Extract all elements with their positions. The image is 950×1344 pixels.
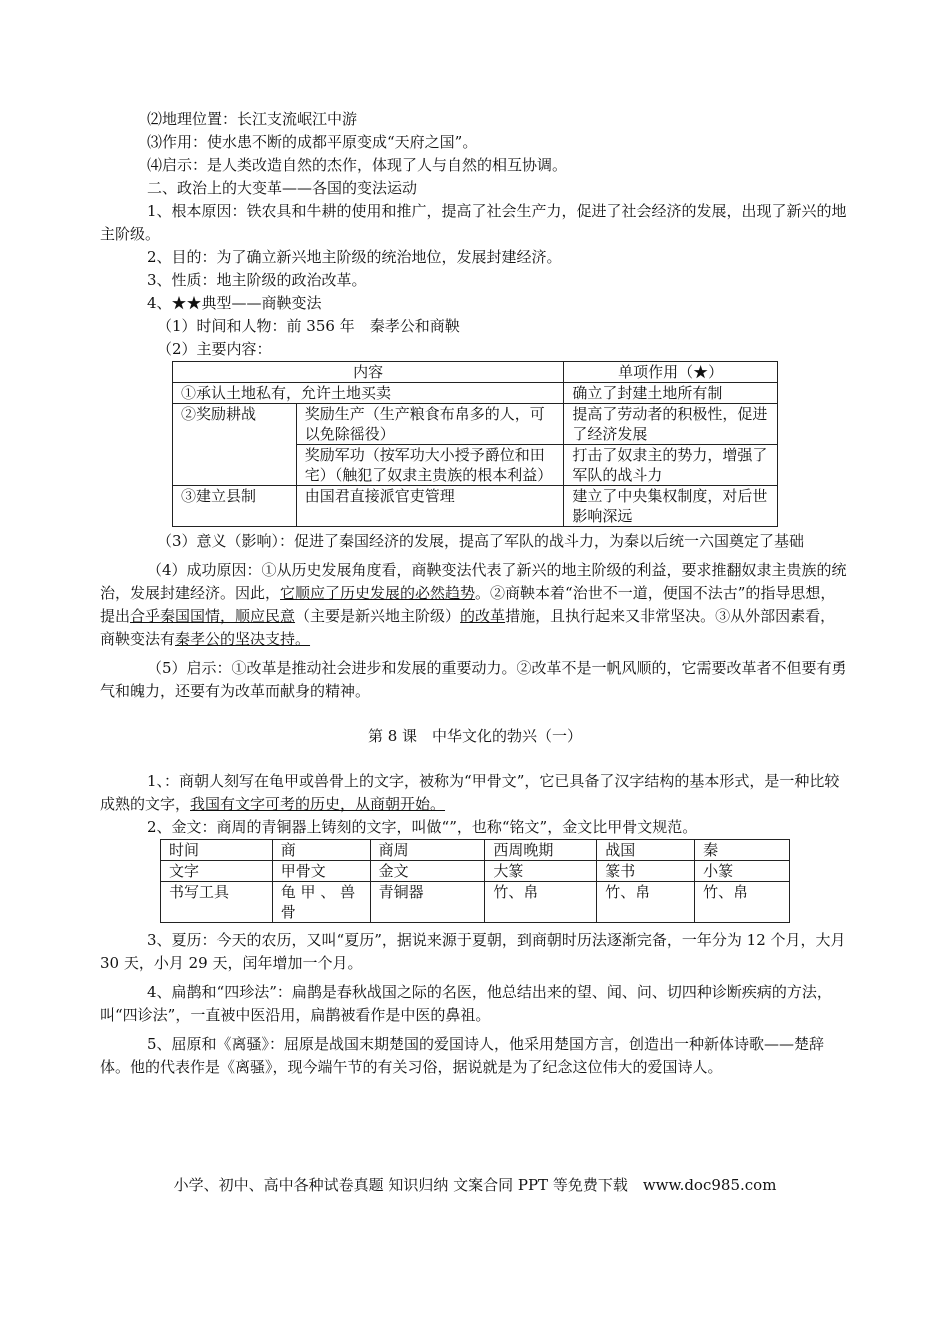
enlightenment-line: ⑷启示：是人类改造自然的杰作，体现了人与自然的相互协调。 — [147, 156, 568, 174]
enlightenment-paragraph: （5）启示：①改革是推动社会进步和发展的重要动力。②改革不是一帆风顺的，它需要改革者不但要有勇气和魄力，还要有为改革而献身的精神。 — [100, 659, 847, 700]
bronze-script-line: 2、金文：商周的青铜器上铸刻的文字，叫做“”，也称“铭文”，金文比甲骨文规范。 — [147, 818, 698, 836]
table-cell: 金文 — [370, 861, 485, 882]
shang-yang-reform-table — [172, 361, 778, 527]
table-cell: 确立了封建土地所有制 — [564, 383, 778, 404]
table-cell: ①承认土地私有，允许土地买卖 — [173, 383, 564, 404]
table-cell: 竹、帛 — [597, 882, 695, 923]
table-cell: 时间 — [161, 840, 273, 861]
bianque-paragraph: 4、扁鹊和“四珍法”：扁鹊是春秋战国之际的名医，他总结出来的望、闻、问、切四种诊断疾病的方法，叫“四诊法”，一直被中医沿用，扁鹊被看作是中医的鼻祖。 — [100, 983, 832, 1024]
table-cell: 战国 — [597, 840, 695, 861]
underline-text: 秦孝公的坚决支持。 — [175, 630, 311, 648]
table-row — [161, 861, 790, 882]
table-header-effect: 单项作用（★） — [564, 362, 778, 383]
table-cell: 由国君直接派官吏管理 — [296, 486, 564, 527]
xia-calendar-paragraph: 3、夏历：今天的农历，又叫“夏历”，据说来源于夏朝，到商朝时历法逐渐完备，一年分为 12 个月，大月 30 天，小月 29 天，闰年增加一个月。 — [100, 931, 846, 972]
table-row — [161, 840, 790, 861]
table-cell: 西周晚期 — [485, 840, 597, 861]
table-cell: 书写工具 — [161, 882, 273, 923]
table-row — [173, 404, 778, 445]
table-cell: 竹、帛 — [695, 882, 790, 923]
quyuan-paragraph: 5、屈原和《离骚》：屈原是战国末期楚国的爱国诗人，他采用楚国方言，创造出一种新体诗歌——楚辞体。他的代表作是《离骚》，现今端午节的有关习俗，据说就是为了纪念这位伟大的爱国诗人。 — [100, 1035, 825, 1076]
document-page — [100, 108, 850, 1079]
table-cell: ③建立县制 — [173, 486, 297, 527]
underline-text: 的改革 — [460, 607, 506, 625]
significance-paragraph: （3）意义（影响）：促进了秦国经济的发展，提高了军队的战斗力，为秦以后统一六国奠定了基础 — [157, 532, 805, 550]
underline-text: 合乎秦国国情，顺应民意 — [130, 607, 296, 625]
table-cell: 奖励军功（按军功大小授予爵位和田宅）（触犯了奴隶主贵族的根本利益） — [296, 445, 564, 486]
lesson-title: 第 8 课 中华文化的勃兴（一） — [367, 727, 583, 745]
table-cell: 龟 甲 、 兽 骨 — [272, 882, 370, 923]
table-cell: 商 — [272, 840, 370, 861]
table-cell: 商周 — [370, 840, 485, 861]
table-cell: 大篆 — [485, 861, 597, 882]
script-evolution-table — [160, 839, 790, 923]
underline-text: 它顺应了历史发展的必然趋势 — [280, 584, 476, 602]
function-line: ⑶作用：使水患不断的成都平原变成“天府之国”。 — [147, 133, 478, 151]
success-reasons-paragraph: （4）成功原因：①从历史发展角度看，商鞅变法代表了新兴的地主阶级的利益，要求推翻奴隶主贵族的统治，发展封建经济。因此，它顺应了历史发展的必然趋势。②商鞅本着“治世不一道，便国不法古”的指导思想，提出合乎秦国国情，顺应民意（主要是新兴地主阶级）的改革措施，且执行起来又非常坚决。③从外部因素看，商鞅变法有秦孝公的坚决支持。 — [100, 561, 847, 648]
root-cause-paragraph: 1、根本原因：铁农具和牛耕的使用和推广，提高了社会生产力，促进了社会经济的发展，出现了新兴的地主阶级。 — [100, 202, 847, 243]
table-cell: 文字 — [161, 861, 273, 882]
time-people-line: （1）时间和人物：前 356 年 秦孝公和商鞅 — [157, 317, 460, 335]
table-cell: 青铜器 — [370, 882, 485, 923]
table-cell: 小篆 — [695, 861, 790, 882]
table-cell: 甲骨文 — [272, 861, 370, 882]
section-heading-reform: 二、政治上的大变革——各国的变法运动 — [147, 179, 418, 197]
table-cell: 奖励生产（生产粮食布帛多的人，可以免除徭役） — [296, 404, 564, 445]
table-cell: 建立了中央集权制度，对后世影响深远 — [564, 486, 778, 527]
geo-location-line: ⑵地理位置：长江支流岷江中游 — [147, 110, 358, 128]
nature-line: 3、性质：地主阶级的政治改革。 — [147, 271, 367, 289]
table-cell: 提高了劳动者的积极性，促进了经济发展 — [564, 404, 778, 445]
table-row — [161, 882, 790, 923]
table-row — [173, 362, 778, 383]
table-cell: 打击了奴隶主的势力，增强了军队的战斗力 — [564, 445, 778, 486]
table-row — [173, 383, 778, 404]
table-cell: 秦 — [695, 840, 790, 861]
table-header-content: 内容 — [173, 362, 564, 383]
table-cell: ②奖励耕战 — [173, 404, 297, 486]
footer-ad-text: 小学、初中、高中各种试卷真题 知识归纳 文案合同 PPT 等免费下载 www.doc985.com — [173, 1176, 777, 1194]
table-cell: 篆书 — [597, 861, 695, 882]
typical-reform-line: 4、★★典型——商鞅变法 — [147, 294, 322, 312]
table-cell: 竹、帛 — [485, 882, 597, 923]
main-content-label: （2）主要内容： — [157, 340, 272, 358]
purpose-line: 2、目的：为了确立新兴地主阶级的统治地位，发展封建经济。 — [147, 248, 562, 266]
table-row — [173, 486, 778, 527]
oracle-bone-paragraph: 1、：商朝人刻写在龟甲或兽骨上的文字，被称为“甲骨文”，它已具备了汉字结构的基本形式，是一种比较成熟的文字，我国有文字可考的历史，从商朝开始。 — [100, 772, 840, 813]
underline-text: 我国有文字可考的历史，从商朝开始。 — [190, 795, 446, 813]
